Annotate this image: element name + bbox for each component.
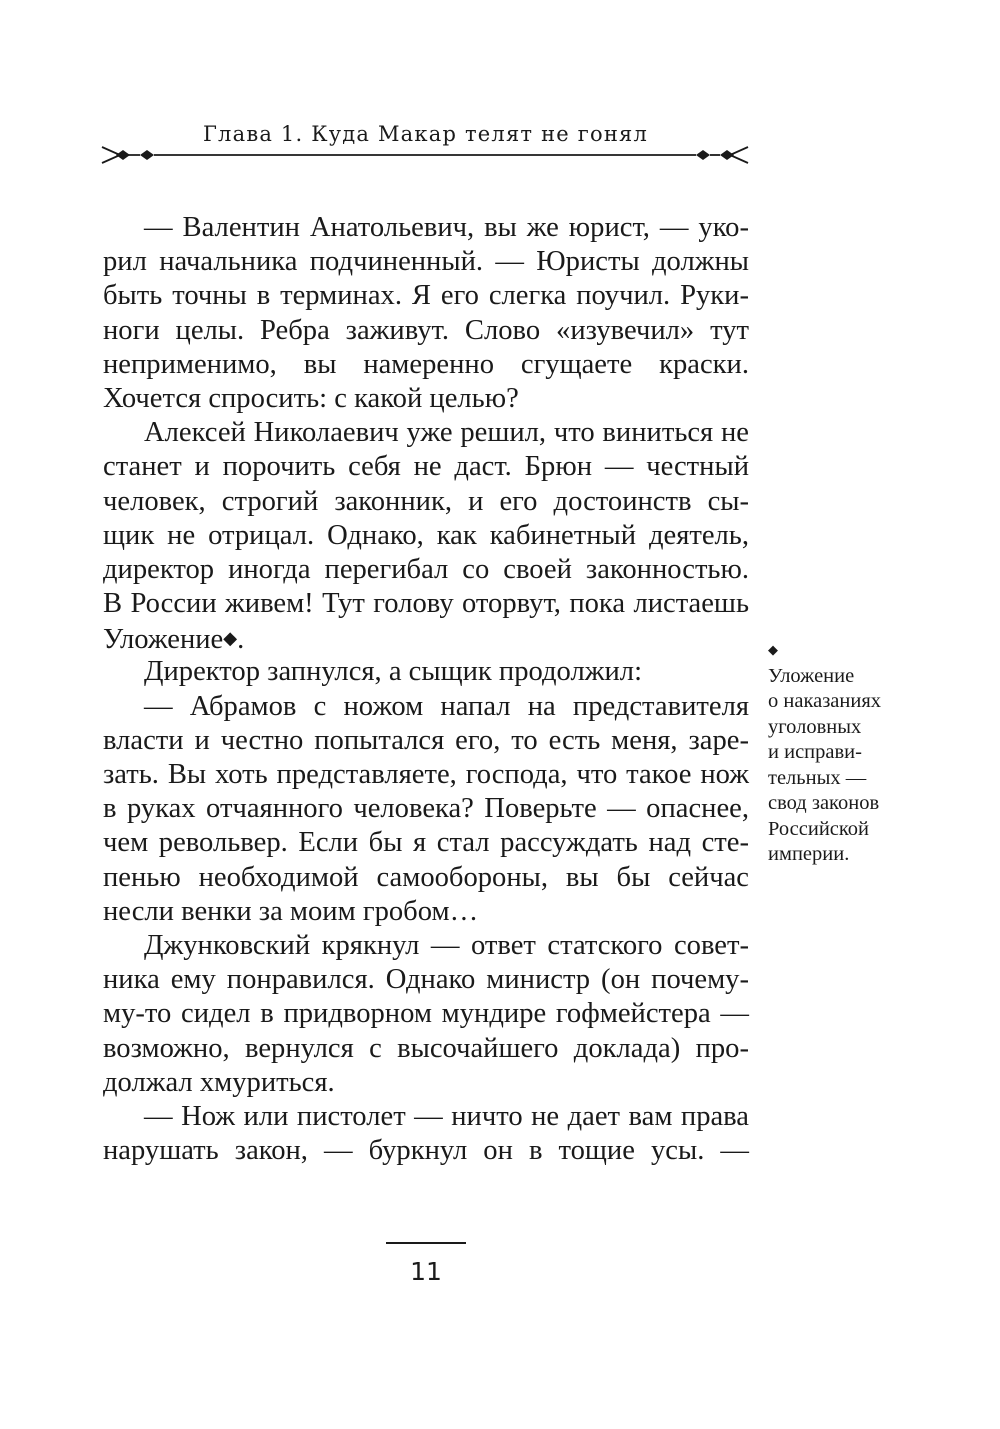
note-diamond-icon: ◆ [223,628,238,649]
text-line: быть точны в терминах. Я его слегка поучил. Руки- [103,280,749,312]
margin-note-line: свод законов [768,792,880,814]
margin-note-line: о наказаниях [768,690,882,712]
text-line: рил начальника подчиненный. — Юристы должны [103,246,749,278]
margin-note-line: тельных — [768,766,867,789]
text-line: должал хмуриться. [103,1066,335,1098]
diamond-rule-ornament-icon [100,143,750,167]
folio-rule [386,1242,466,1244]
text-line: зать. Вы хоть представляете, господа, что такое нож [103,759,749,790]
text-line: возможно, вернулся с высочайшего доклада) про- [103,1032,749,1064]
text-line: — Валентин Анатольевич, вы же юрист, — уко- [144,212,749,243]
text-line: Алексей Николаевич уже решил, что виниться не [144,417,749,449]
text-line: власти и честно попытался его, то есть меня, заре- [103,724,749,756]
margin-note-line: ◆ Уложение [768,642,855,687]
text-line: чем револьвер. Если бы я стал рассуждать над сте- [103,827,749,859]
text-line: нарушать закон, — буркнул он в тощие усы. — [103,1135,749,1167]
text-line: ноги целы. Ребра заживут. Слово «изувечил» тут [103,314,749,346]
running-title: Глава 1. Куда Макар телят не гонял [202,122,649,146]
text-line: В России живем! Тут голову оторвут, пока листаешь [103,588,749,620]
text-line: станет и порочить себя не даст. Брюн — честный [103,451,749,483]
note-ref-suffix: . [237,624,245,656]
text-line: щик не отрицал. Однако, как кабинетный деятель, [103,519,749,551]
text-line: Директор запнулся, а сыщик продолжил: [144,656,643,688]
text-line: неприменимо, вы намеренно сгущаете краски. [103,348,749,380]
text-line: человек, строгий законник, и его достоинств сы- [103,485,749,517]
text-line: Хочется спросить: с какой целью? [103,382,519,414]
margin-note-line: империи. [768,843,850,865]
text-line-with-note-ref [103,621,749,655]
note-ref-word: Уложение [103,624,224,656]
text-line: — Нож или пистолет — ничто не дает вам права [144,1100,749,1132]
text-line: директор иногда перегибал со своей законностью. [103,553,749,585]
margin-note-line: уголовных [768,715,862,738]
text-line: — Абрамов с ножом напал на представителя [144,690,749,722]
margin-note [768,637,908,868]
text-line: в руках отчаянного человека? Поверьте — опаснее, [103,793,749,825]
text-line: несли венки за моим гробом… [103,895,479,927]
text-line: пенью необходимой самообороны, вы бы сейчас [103,861,749,893]
margin-note-line: Российской [768,817,870,840]
text-line: ника ему понравился. Однако министр (он почему- [103,964,749,996]
margin-note-line: и исправи- [768,741,862,763]
note-diamond-icon: ◆ [768,642,778,657]
text-line: му-то сидел в придворном мундире гофмейстера — [103,998,749,1030]
page-number: 11 [410,1257,442,1286]
main-text [103,211,749,1168]
text-line: Джунковский крякнул — ответ статского совет- [144,929,749,961]
